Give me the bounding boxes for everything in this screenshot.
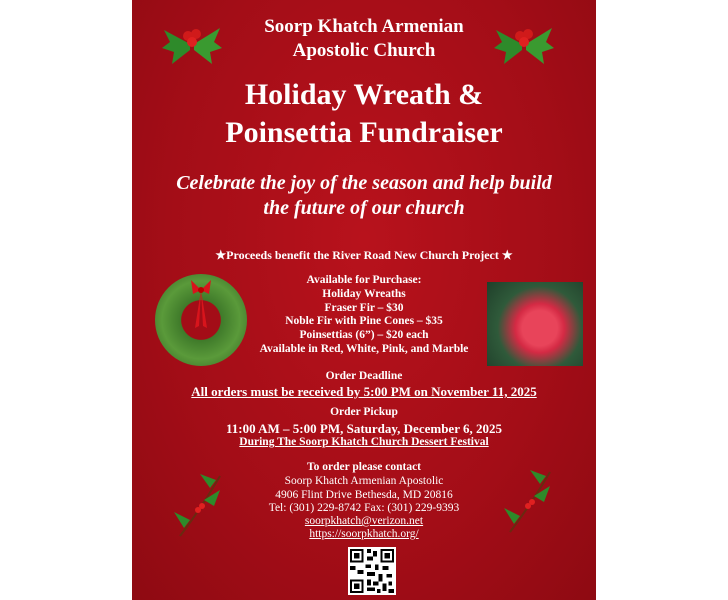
deadline-heading: Order Deadline xyxy=(325,370,403,382)
purchase-item: Fraser Fir – $30 xyxy=(324,302,404,314)
contact-email-link[interactable]: soorpkhatch@verizon.net xyxy=(304,515,424,527)
star-icon: ★ xyxy=(501,248,513,262)
star-icon: ★ xyxy=(215,248,227,262)
proceeds-line: ★Proceeds benefit the River Road New Church Project ★ xyxy=(215,248,513,262)
purchase-item: Holiday Wreaths xyxy=(322,288,406,300)
tagline-line1: Celebrate the joy of the season and help build xyxy=(176,172,552,194)
contact-heading: To order please contact xyxy=(306,461,422,473)
tagline-line2: the future of our church xyxy=(263,197,465,219)
pickup-time: 11:00 AM – 5:00 PM, Saturday, December 6, 2025 xyxy=(226,421,502,436)
pickup-event: During The Soorp Khatch Church Dessert Festival xyxy=(239,436,489,448)
contact-website-link[interactable]: https://soorpkhatch.org/ xyxy=(309,528,419,540)
contact-address: 4906 Flint Drive Bethesda, MD 20816 xyxy=(275,489,453,501)
contact-phone: Tel: (301) 229-8742 Fax: (301) 229-9393 xyxy=(268,502,460,514)
pickup-heading: Order Pickup xyxy=(330,406,398,418)
title-line1: Holiday Wreath & xyxy=(244,78,484,111)
title-line2: Poinsettia Fundraiser xyxy=(225,116,503,149)
contact-name: Soorp Khatch Armenian Apostolic xyxy=(284,475,444,487)
purchase-heading: Available for Purchase: xyxy=(306,274,422,286)
org-name-line1: Soorp Khatch Armenian xyxy=(264,16,464,37)
purchase-item: Noble Fir with Pine Cones – $35 xyxy=(285,315,443,327)
qr-code[interactable] xyxy=(348,547,396,595)
flyer xyxy=(132,0,596,600)
org-name-line2: Apostolic Church xyxy=(292,40,436,61)
purchase-item: Poinsettias (6”) – $20 each xyxy=(299,329,429,341)
purchase-item: Available in Red, White, Pink, and Marble xyxy=(259,343,469,355)
deadline-text: All orders must be received by 5:00 PM on November 11, 2025 xyxy=(191,384,537,399)
